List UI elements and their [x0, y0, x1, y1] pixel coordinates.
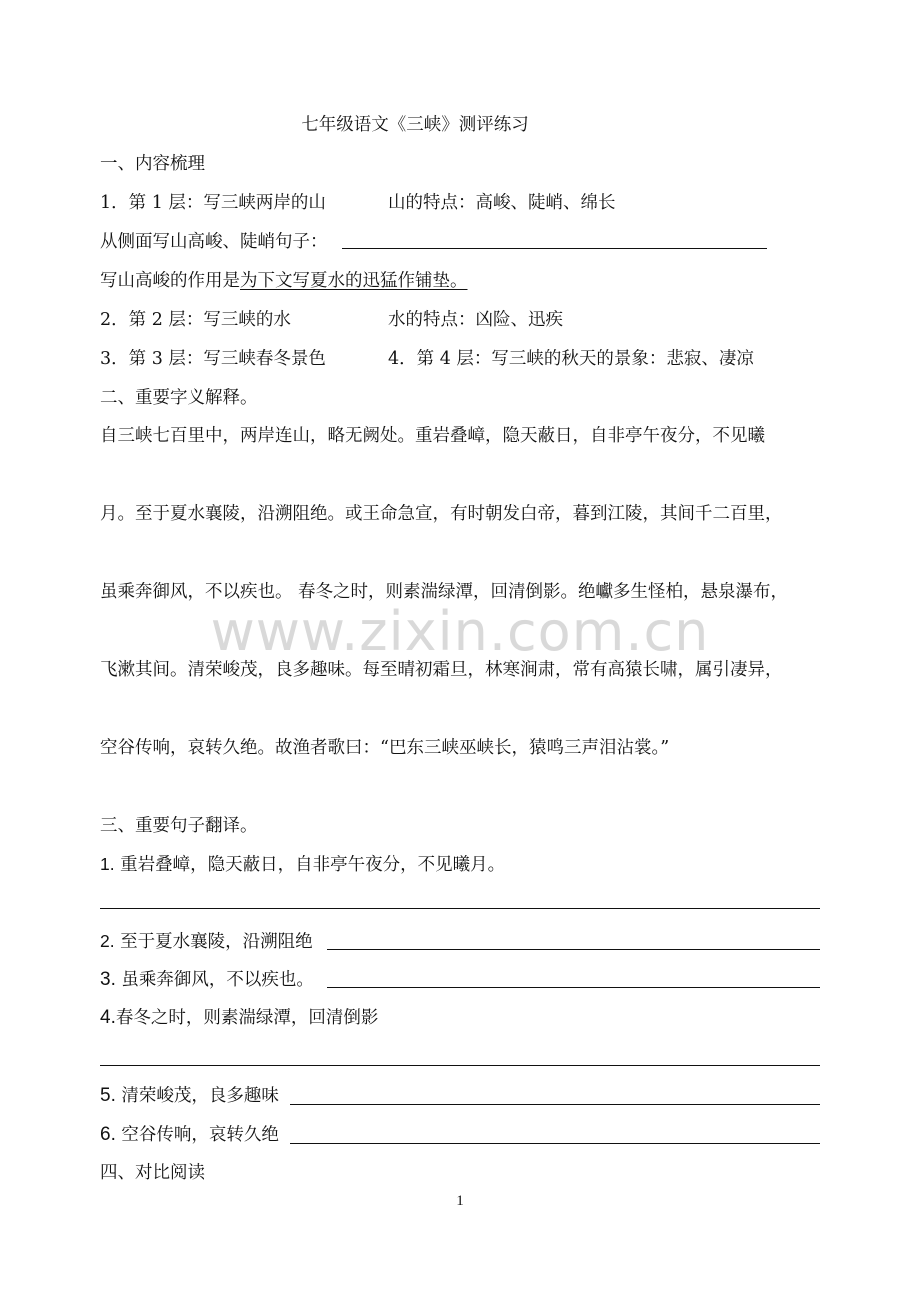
question-6-number: 6.: [100, 1124, 116, 1145]
passage-line-3: 虽乘奔御风，不以疾也。 春冬之时，则素湍绿潭，回清倒影。绝巘多生怪柏，悬泉瀑布，: [100, 582, 789, 602]
question-3: [100, 968, 314, 992]
answer-line: [100, 908, 820, 909]
question-6: [100, 1123, 279, 1147]
question-4-number: 4.: [100, 1007, 116, 1028]
question-4-text: 春冬之时，则素湍绿潭，回清倒影: [115, 1008, 379, 1028]
layer-4-text: 4．第 4 层：写三峡的秋天的景象：悲寂、凄凉: [388, 349, 754, 369]
section-heading-1: 一、内容梳理: [100, 154, 205, 174]
answer-line: [100, 1065, 820, 1066]
layer-1-text: 1．第 1 层：写三峡两岸的山: [100, 193, 326, 213]
question-2: [100, 929, 313, 954]
water-features: 水的特点：凶险、迅疾: [388, 310, 563, 330]
question-3-number: 3.: [100, 969, 116, 990]
question-5: [100, 1084, 279, 1108]
question-3-text: 虽乘奔御风，不以疾也。: [115, 970, 314, 990]
passage-line-1: 自三峡七百里中，两岸连山，略无阙处。重岩叠嶂，隐天蔽日，自非亭午夜分，不见曦: [100, 426, 765, 446]
question-1-text: 重岩叠嶂，隐天蔽日，自非亭午夜分，不见曦月。: [114, 855, 506, 875]
purpose-answer: 为下文写夏水的迅猛作铺垫。: [240, 271, 468, 291]
layer-2-text: 2．第 2 层：写三峡的水: [100, 310, 291, 330]
question-6-text: 空谷传响，哀转久绝: [115, 1125, 279, 1145]
mountain-features: 山的特点：高峻、陡峭、绵长: [388, 193, 616, 213]
purpose-line: [100, 269, 468, 293]
answer-line: [290, 1104, 820, 1105]
passage-line-4: 飞漱其间。清荣峻茂，良多趣味。每至晴初霜旦，林寒涧肃，常有高猿长啸，属引凄异，: [100, 660, 783, 680]
document-title: 七年级语文《三峡》测评练习: [301, 115, 529, 135]
question-1: [100, 852, 505, 877]
side-description-prompt: 从侧面写山高峻、陡峭句子：: [100, 232, 328, 252]
passage-line-5: 空谷传响，哀转久绝。故渔者歌曰：“巴东三峡巫峡长，猿鸣三声泪沾裳。”: [100, 738, 670, 758]
layer-3-text: 3．第 3 层：写三峡春冬景色: [100, 349, 326, 369]
answer-line: [290, 1143, 820, 1144]
question-2-number: 2.: [100, 931, 115, 951]
question-1-number: 1.: [100, 854, 115, 874]
answer-line: [327, 949, 820, 950]
section-heading-4: 四、对比阅读: [100, 1163, 205, 1183]
question-5-text: 清荣峻茂，良多趣味: [115, 1086, 279, 1106]
watermark: www.zixin.com.cn: [210, 600, 710, 663]
purpose-prefix: 写山高峻的作用是: [100, 271, 240, 291]
section-heading-2: 二、重要字义解释。: [100, 388, 258, 408]
question-2-text: 至于夏水襄陵，沿溯阻绝: [114, 932, 313, 952]
answer-line: [342, 248, 767, 249]
question-4: [100, 1006, 378, 1030]
answer-line: [327, 987, 820, 988]
question-5-number: 5.: [100, 1085, 116, 1106]
page-number: 1: [456, 1193, 464, 1209]
passage-line-2: 月。至于夏水襄陵，沿溯阻绝。或王命急宣，有时朝发白帝，暮到江陵，其间千二百里，: [100, 504, 783, 524]
section-heading-3: 三、重要句子翻译。: [100, 816, 258, 836]
